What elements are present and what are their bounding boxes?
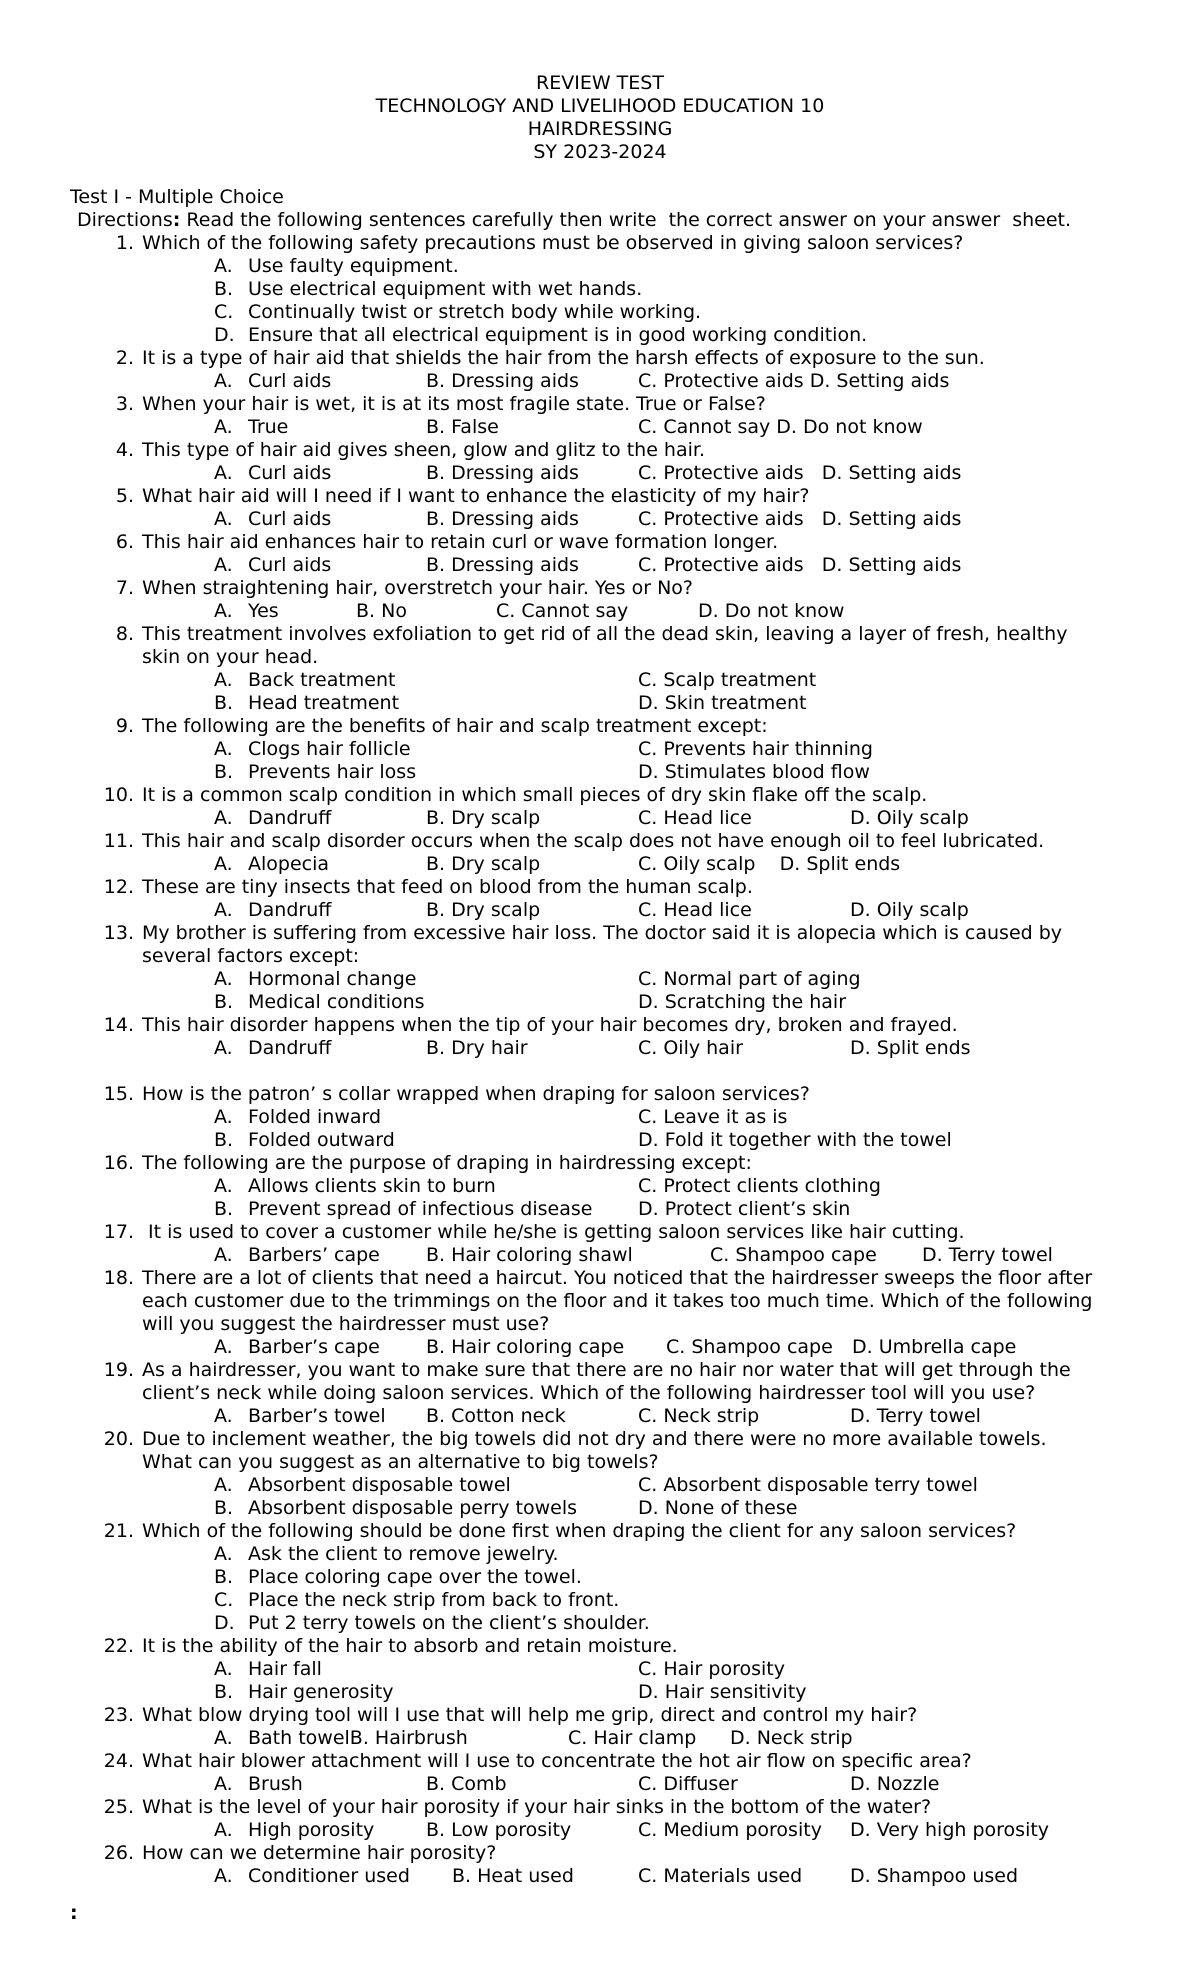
option-text: D. None of these: [638, 1497, 798, 1519]
option-letter: A.: [214, 1865, 233, 1887]
option-text: B. Hair coloring shawl: [426, 1244, 633, 1266]
question-text: What blow drying tool will I use that will help me grip, direct and control my hair?: [142, 1704, 918, 1726]
option-text: Place the neck strip from back to front.: [248, 1589, 620, 1611]
question-text: This hair disorder happens when the tip of your hair becomes dry, broken and frayed.: [142, 1014, 958, 1036]
option-text: Barbers’ cape: [248, 1244, 380, 1266]
question-text: This treatment involves exfoliation to get rid of all the dead skin, leaving a layer of fresh, healthy: [142, 623, 1068, 645]
directions: [77, 209, 1071, 232]
option-letter: B.: [214, 1681, 234, 1703]
option-letter: A.: [214, 255, 233, 277]
option-letter: A.: [214, 370, 233, 392]
option-text: B. Hair coloring cape: [426, 1336, 625, 1358]
option-text: Yes: [248, 600, 279, 622]
option-letter: A.: [214, 462, 233, 484]
question-text: This hair aid enhances hair to retain curl or wave formation longer.: [142, 531, 779, 553]
option-text: C. Hair porosity: [638, 1658, 785, 1680]
option-text: D. Hair sensitivity: [638, 1681, 807, 1703]
option-letter: A.: [214, 508, 233, 530]
option-text: Curl aids: [248, 370, 332, 392]
question-number: 22.: [103, 1635, 134, 1657]
option-letter: A.: [214, 1474, 233, 1496]
option-text: C. Diffuser: [638, 1773, 738, 1795]
option-text: Clogs hair follicle: [248, 738, 411, 760]
option-text: High porosity: [248, 1819, 375, 1841]
footer-mark: :: [70, 1902, 78, 1924]
option-text: Dandruff: [248, 1037, 332, 1059]
question-text: client’s neck while doing saloon services. Which of the following hairdresser tool will you use?: [142, 1382, 1036, 1404]
question-number: 20.: [103, 1428, 134, 1450]
option-letter: A.: [214, 1037, 233, 1059]
option-letter: B.: [214, 1198, 234, 1220]
question-number: 14.: [103, 1014, 134, 1036]
question-text: It is the ability of the hair to absorb and retain moisture.: [142, 1635, 678, 1657]
question-number: 25.: [103, 1796, 134, 1818]
option-text: D. Umbrella cape: [852, 1336, 1017, 1358]
question-number: 8.: [115, 623, 134, 645]
option-text: C. Protect clients clothing: [638, 1175, 881, 1197]
question-number: 17.: [103, 1221, 134, 1243]
option-text: B. No: [356, 600, 407, 622]
question-number: 24.: [103, 1750, 134, 1772]
option-letter: A.: [214, 738, 233, 760]
question-number: 19.: [103, 1359, 134, 1381]
option-letter: D.: [214, 324, 235, 346]
question-text: When your hair is wet, it is at its most fragile state. True or False?: [142, 393, 766, 415]
question-text: What hair blower attachment will I use to concentrate the hot air flow on specific area?: [142, 1750, 972, 1772]
option-text: Brush: [248, 1773, 303, 1795]
option-text: Barber’s towel: [248, 1405, 386, 1427]
directions-label: Directions: [77, 209, 173, 231]
option-text: C. Head lice: [638, 807, 752, 829]
option-text: Prevents hair loss: [248, 761, 417, 783]
option-letter: A.: [214, 853, 233, 875]
title-line-2: TECHNOLOGY AND LIVELIHOOD EDUCATION 10: [375, 95, 825, 117]
option-text: C. Protective aids D. Setting aids: [638, 370, 950, 392]
option-text: Bath towelB. Hairbrush: [248, 1727, 468, 1749]
title-line-4: SY 2023-2024: [533, 141, 667, 163]
question-text: How is the patron’ s collar wrapped when draping for saloon services?: [142, 1083, 810, 1105]
option-text: True: [248, 416, 289, 438]
option-text: Curl aids: [248, 508, 332, 530]
option-letter: A.: [214, 1773, 233, 1795]
option-text: C. Protective aids D. Setting aids: [638, 554, 962, 576]
option-letter: A.: [214, 1819, 233, 1841]
option-letter: C.: [214, 301, 234, 323]
option-text: Hair generosity: [248, 1681, 394, 1703]
option-text: C. Absorbent disposable terry towel: [638, 1474, 978, 1496]
option-text: B. Cotton neck: [426, 1405, 566, 1427]
option-text: Use faulty equipment.: [248, 255, 459, 277]
option-text: Ask the client to remove jewelry.: [248, 1543, 559, 1565]
option-letter: A.: [214, 1405, 233, 1427]
question-number: 3.: [115, 393, 134, 415]
option-letter: D.: [214, 1612, 235, 1634]
option-text: C. Hair clamp: [568, 1727, 697, 1749]
option-text: C. Prevents hair thinning: [638, 738, 873, 760]
option-text: D. Terry towel: [850, 1405, 981, 1427]
title-line-1: REVIEW TEST: [536, 72, 664, 94]
option-letter: A.: [214, 554, 233, 576]
question-text: There are a lot of clients that need a haircut. You noticed that the hairdresser sweeps the floor after: [142, 1267, 1093, 1289]
question-number: 4.: [115, 439, 134, 461]
option-text: C. Leave it as is: [638, 1106, 788, 1128]
option-text: Absorbent disposable perry towels: [248, 1497, 578, 1519]
option-text: Absorbent disposable towel: [248, 1474, 511, 1496]
question-text: several factors except:: [142, 945, 360, 967]
option-text: D. Protect client’s skin: [638, 1198, 851, 1220]
option-text: Place coloring cape over the towel.: [248, 1566, 582, 1588]
option-text: C. Shampoo cape: [710, 1244, 877, 1266]
option-text: Barber’s cape: [248, 1336, 380, 1358]
option-text: B. Dry scalp: [426, 899, 541, 921]
option-text: C. Head lice: [638, 899, 752, 921]
question-number: 12.: [103, 876, 134, 898]
option-text: Hormonal change: [248, 968, 417, 990]
question-number: 7.: [115, 577, 134, 599]
option-letter: A.: [214, 1658, 233, 1680]
directions-colon: :: [172, 209, 181, 231]
question-number: 26.: [103, 1842, 134, 1864]
directions-text: Read the following sentences carefully then write the correct answer on your answer sheet.: [180, 209, 1072, 231]
option-letter: B.: [214, 1497, 234, 1519]
option-text: Put 2 terry towels on the client’s shoulder.: [248, 1612, 650, 1634]
question-number: 5.: [115, 485, 134, 507]
option-text: Dandruff: [248, 807, 332, 829]
option-text: C. Cannot say: [496, 600, 629, 622]
option-letter: A.: [214, 1336, 233, 1358]
option-text: Folded outward: [248, 1129, 395, 1151]
option-text: Prevent spread of infectious disease: [248, 1198, 593, 1220]
option-text: Use electrical equipment with wet hands.: [248, 278, 643, 300]
option-letter: A.: [214, 669, 233, 691]
question-text: This hair and scalp disorder occurs when the scalp does not have enough oil to feel lubricated.: [142, 830, 1045, 852]
option-letter: B.: [214, 692, 234, 714]
option-letter: A.: [214, 1727, 233, 1749]
question-text: each customer due to the trimmings on the floor and it takes too much time. Which of the following: [142, 1290, 1093, 1312]
option-letter: A.: [214, 416, 233, 438]
question-text: It is used to cover a customer while he/she is getting saloon services like hair cutting.: [142, 1221, 965, 1243]
option-text: D. Oily scalp: [850, 807, 969, 829]
option-text: D. Do not know: [698, 600, 845, 622]
question-number: 10.: [103, 784, 134, 806]
option-text: C. Oily scalp D. Split ends: [638, 853, 901, 875]
option-text: B. Low porosity: [426, 1819, 572, 1841]
option-text: B. Dry scalp: [426, 807, 541, 829]
question-number: 21.: [103, 1520, 134, 1542]
option-text: Curl aids: [248, 462, 332, 484]
option-text: C. Protective aids D. Setting aids: [638, 508, 962, 530]
option-letter: B.: [214, 991, 234, 1013]
option-text: B. Comb: [426, 1773, 507, 1795]
question-text: This type of hair aid gives sheen, glow and glitz to the hair.: [142, 439, 706, 461]
question-text: When straightening hair, overstretch your hair. Yes or No?: [142, 577, 693, 599]
option-text: B. Dry scalp: [426, 853, 541, 875]
option-text: D. Scratching the hair: [638, 991, 847, 1013]
option-text: D. Shampoo used: [850, 1865, 1019, 1887]
option-text: B. Dry hair: [426, 1037, 528, 1059]
option-letter: B.: [214, 761, 234, 783]
option-text: C. Materials used: [638, 1865, 803, 1887]
option-text: D. Fold it together with the towel: [638, 1129, 952, 1151]
question-number: 1.: [115, 232, 134, 254]
question-number: 15.: [103, 1083, 134, 1105]
option-text: D. Nozzle: [850, 1773, 940, 1795]
question-text: It is a type of hair aid that shields the hair from the harsh effects of exposure to the sun.: [142, 347, 985, 369]
question-text: What is the level of your hair porosity if your hair sinks in the bottom of the water?: [142, 1796, 932, 1818]
option-text: Folded inward: [248, 1106, 382, 1128]
option-text: C. Scalp treatment: [638, 669, 817, 691]
question-text: skin on your head.: [142, 646, 319, 668]
option-text: D. Terry towel: [922, 1244, 1053, 1266]
option-text: C. Cannot say D. Do not know: [638, 416, 923, 438]
option-text: Back treatment: [248, 669, 396, 691]
question-text: What hair aid will I need if I want to enhance the elasticity of my hair?: [142, 485, 810, 507]
option-letter: A.: [214, 807, 233, 829]
option-text: B. Dressing aids: [426, 370, 579, 392]
option-text: C. Neck strip: [638, 1405, 760, 1427]
option-text: Continually twist or stretch body while working.: [248, 301, 702, 323]
option-text: Medical conditions: [248, 991, 425, 1013]
question-text: My brother is suffering from excessive hair loss. The doctor said it is alopecia which is caused by: [142, 922, 1063, 944]
option-text: D. Very high porosity: [850, 1819, 1050, 1841]
option-text: C. Oily hair: [638, 1037, 743, 1059]
option-text: D. Stimulates blood flow: [638, 761, 870, 783]
question-text: It is a common scalp condition in which small pieces of dry skin flake off the scalp.: [142, 784, 928, 806]
option-text: B. Dressing aids: [426, 462, 579, 484]
option-text: C. Shampoo cape: [666, 1336, 833, 1358]
option-letter: B.: [214, 1566, 234, 1588]
option-letter: A.: [214, 1106, 233, 1128]
option-text: Curl aids: [248, 554, 332, 576]
option-letter: A.: [214, 1543, 233, 1565]
option-letter: B.: [214, 1129, 234, 1151]
option-text: D. Neck strip: [730, 1727, 853, 1749]
option-text: Conditioner used: [248, 1865, 410, 1887]
question-text: The following are the purpose of draping in hairdressing except:: [142, 1152, 752, 1174]
question-text: will you suggest the hairdresser must use?: [142, 1313, 550, 1335]
question-number: 16.: [103, 1152, 134, 1174]
question-number: 11.: [103, 830, 134, 852]
question-text: The following are the benefits of hair and scalp treatment except:: [142, 715, 768, 737]
option-text: D. Skin treatment: [638, 692, 807, 714]
question-text: These are tiny insects that feed on blood from the human scalp.: [142, 876, 753, 898]
option-text: B. False: [426, 416, 499, 438]
question-text: How can we determine hair porosity?: [142, 1842, 497, 1864]
question-number: 6.: [115, 531, 134, 553]
option-letter: A.: [214, 1175, 233, 1197]
test-title: Test I - Multiple Choice: [70, 186, 284, 208]
option-letter: B.: [214, 278, 234, 300]
option-text: Alopecia: [248, 853, 330, 875]
question-number: 9.: [115, 715, 134, 737]
question-text: Which of the following safety precautions must be observed in giving saloon services?: [142, 232, 964, 254]
title-line-3: HAIRDRESSING: [527, 118, 673, 140]
question-text: As a hairdresser, you want to make sure that there are no hair nor water that will get through the: [142, 1359, 1071, 1381]
option-text: Head treatment: [248, 692, 400, 714]
option-letter: A.: [214, 600, 233, 622]
option-text: Hair fall: [248, 1658, 322, 1680]
option-text: C. Protective aids D. Setting aids: [638, 462, 962, 484]
question-number: 13.: [103, 922, 134, 944]
question-number: 18.: [103, 1267, 134, 1289]
option-letter: A.: [214, 1244, 233, 1266]
option-letter: A.: [214, 968, 233, 990]
option-text: Allows clients skin to burn: [248, 1175, 496, 1197]
option-text: D. Oily scalp: [850, 899, 969, 921]
option-text: Dandruff: [248, 899, 332, 921]
option-text: Ensure that all electrical equipment is in good working condition.: [248, 324, 868, 346]
question-number: 2.: [115, 347, 134, 369]
question-text: Which of the following should be done first when draping the client for any saloon services?: [142, 1520, 1017, 1542]
option-text: B. Heat used: [452, 1865, 574, 1887]
question-number: 23.: [103, 1704, 134, 1726]
question-text: What can you suggest as an alternative to big towels?: [142, 1451, 659, 1473]
option-text: B. Dressing aids: [426, 508, 579, 530]
option-text: B. Dressing aids: [426, 554, 579, 576]
question-text: Due to inclement weather, the big towels did not dry and there were no more available towels.: [142, 1428, 1047, 1450]
option-letter: C.: [214, 1589, 234, 1611]
option-text: D. Split ends: [850, 1037, 971, 1059]
option-letter: A.: [214, 899, 233, 921]
option-text: C. Medium porosity: [638, 1819, 822, 1841]
option-text: C. Normal part of aging: [638, 968, 861, 990]
